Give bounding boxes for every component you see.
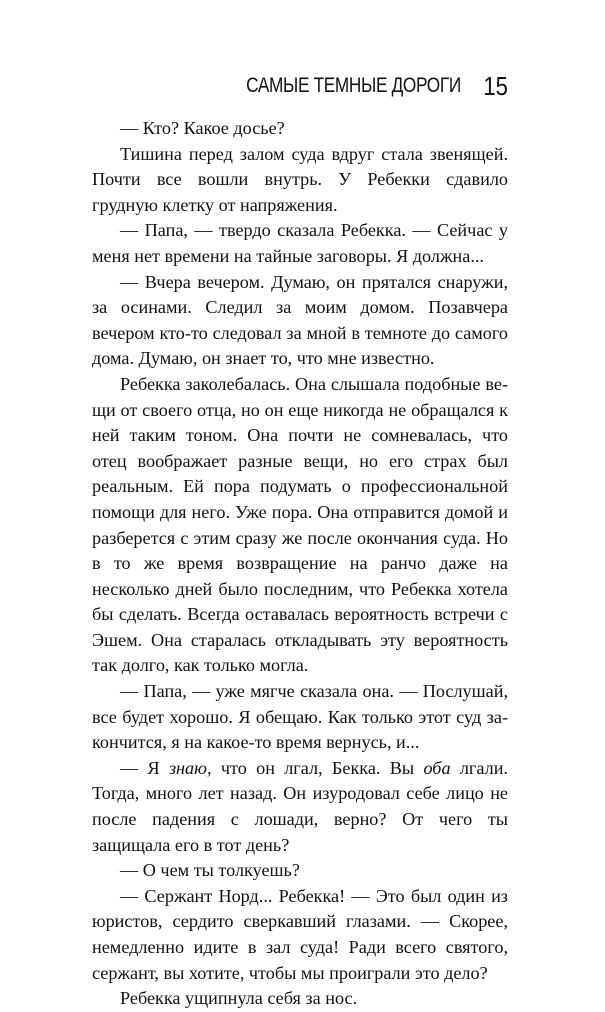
paragraph: Тишина перед залом суда вдруг стала звенящей. Почти все вошли внутрь. У Ребекки сдавило грудную клетку от напряжения. [92, 143, 508, 215]
paragraph: — Папа, — твердо сказала Ребекка. — Сейчас у меня нет времени на тайные заговоры. Я должна... [92, 220, 508, 266]
paragraph: — Сержант Норд... Ребекка! — Это был один из юристов, сердито сверкавший глазами. — Скорее, немедленно идите в зал суда! Ради всего святого, сержант, вы хотите, чтобы мы проиграли это дело? [92, 885, 508, 983]
body-text [92, 116, 508, 1012]
paragraph: Ребекка ущипнула себя за нос. [120, 988, 358, 1009]
emphasis-text: знаю, [168, 757, 212, 778]
paragraph-text: что он лгал, Бекка. Вы [211, 757, 424, 778]
paragraph-text: лгали. Тогда, много лет назад. Он изуродовал себе лицо не после падения с лошади, верно? От чего ты защищала его в тот день? [92, 757, 508, 855]
paragraph: — О чем ты толкуешь? [120, 860, 300, 881]
paragraph: Ребекка заколебалась. Она слышала подобные вещи от своего отца, но он еще никогда не обращался к ней таким тоном. Она почти не сомневалась, что отец воображает разные вещи, но его страх был реальным. Ей пора подумать о профессиональной помощи для него. Уже пора. Она отправится домой и разберется с этим сразу же после окончания суда. Но в то же время возвращение на ранчо даже на несколько дней было последним, что Ребекка хотела бы сделать. Всегда оставалась вероятность встречи с Эшем. Она старалась откладывать эту вероятность так долго, как только могла. [92, 373, 508, 676]
paragraph: — Вчера вечером. Думаю, он прятался снаружи, за осинами. Следил за моим домом. Позавчера вечером кто-то следовал за мной в темноте до самого дома. Думаю, он знает то, что мне известно. [92, 271, 508, 369]
paragraph: — Кто? Какое досье? [120, 118, 285, 138]
paragraph-text: — Я [120, 757, 169, 778]
running-title: САМЫЕ ТЕМНЫЕ ДОРОГИ [246, 74, 462, 97]
paragraph: — Папа, — уже мягче сказала она. — Послушай, все будет хорошо. Я обещаю. Как только этот суд закончится, я на какое-то время вернусь, и... [92, 681, 508, 753]
running-header [92, 66, 508, 106]
paragraph [92, 756, 508, 858]
page-number: 15 [483, 70, 508, 101]
emphasis-text: оба [423, 757, 451, 778]
